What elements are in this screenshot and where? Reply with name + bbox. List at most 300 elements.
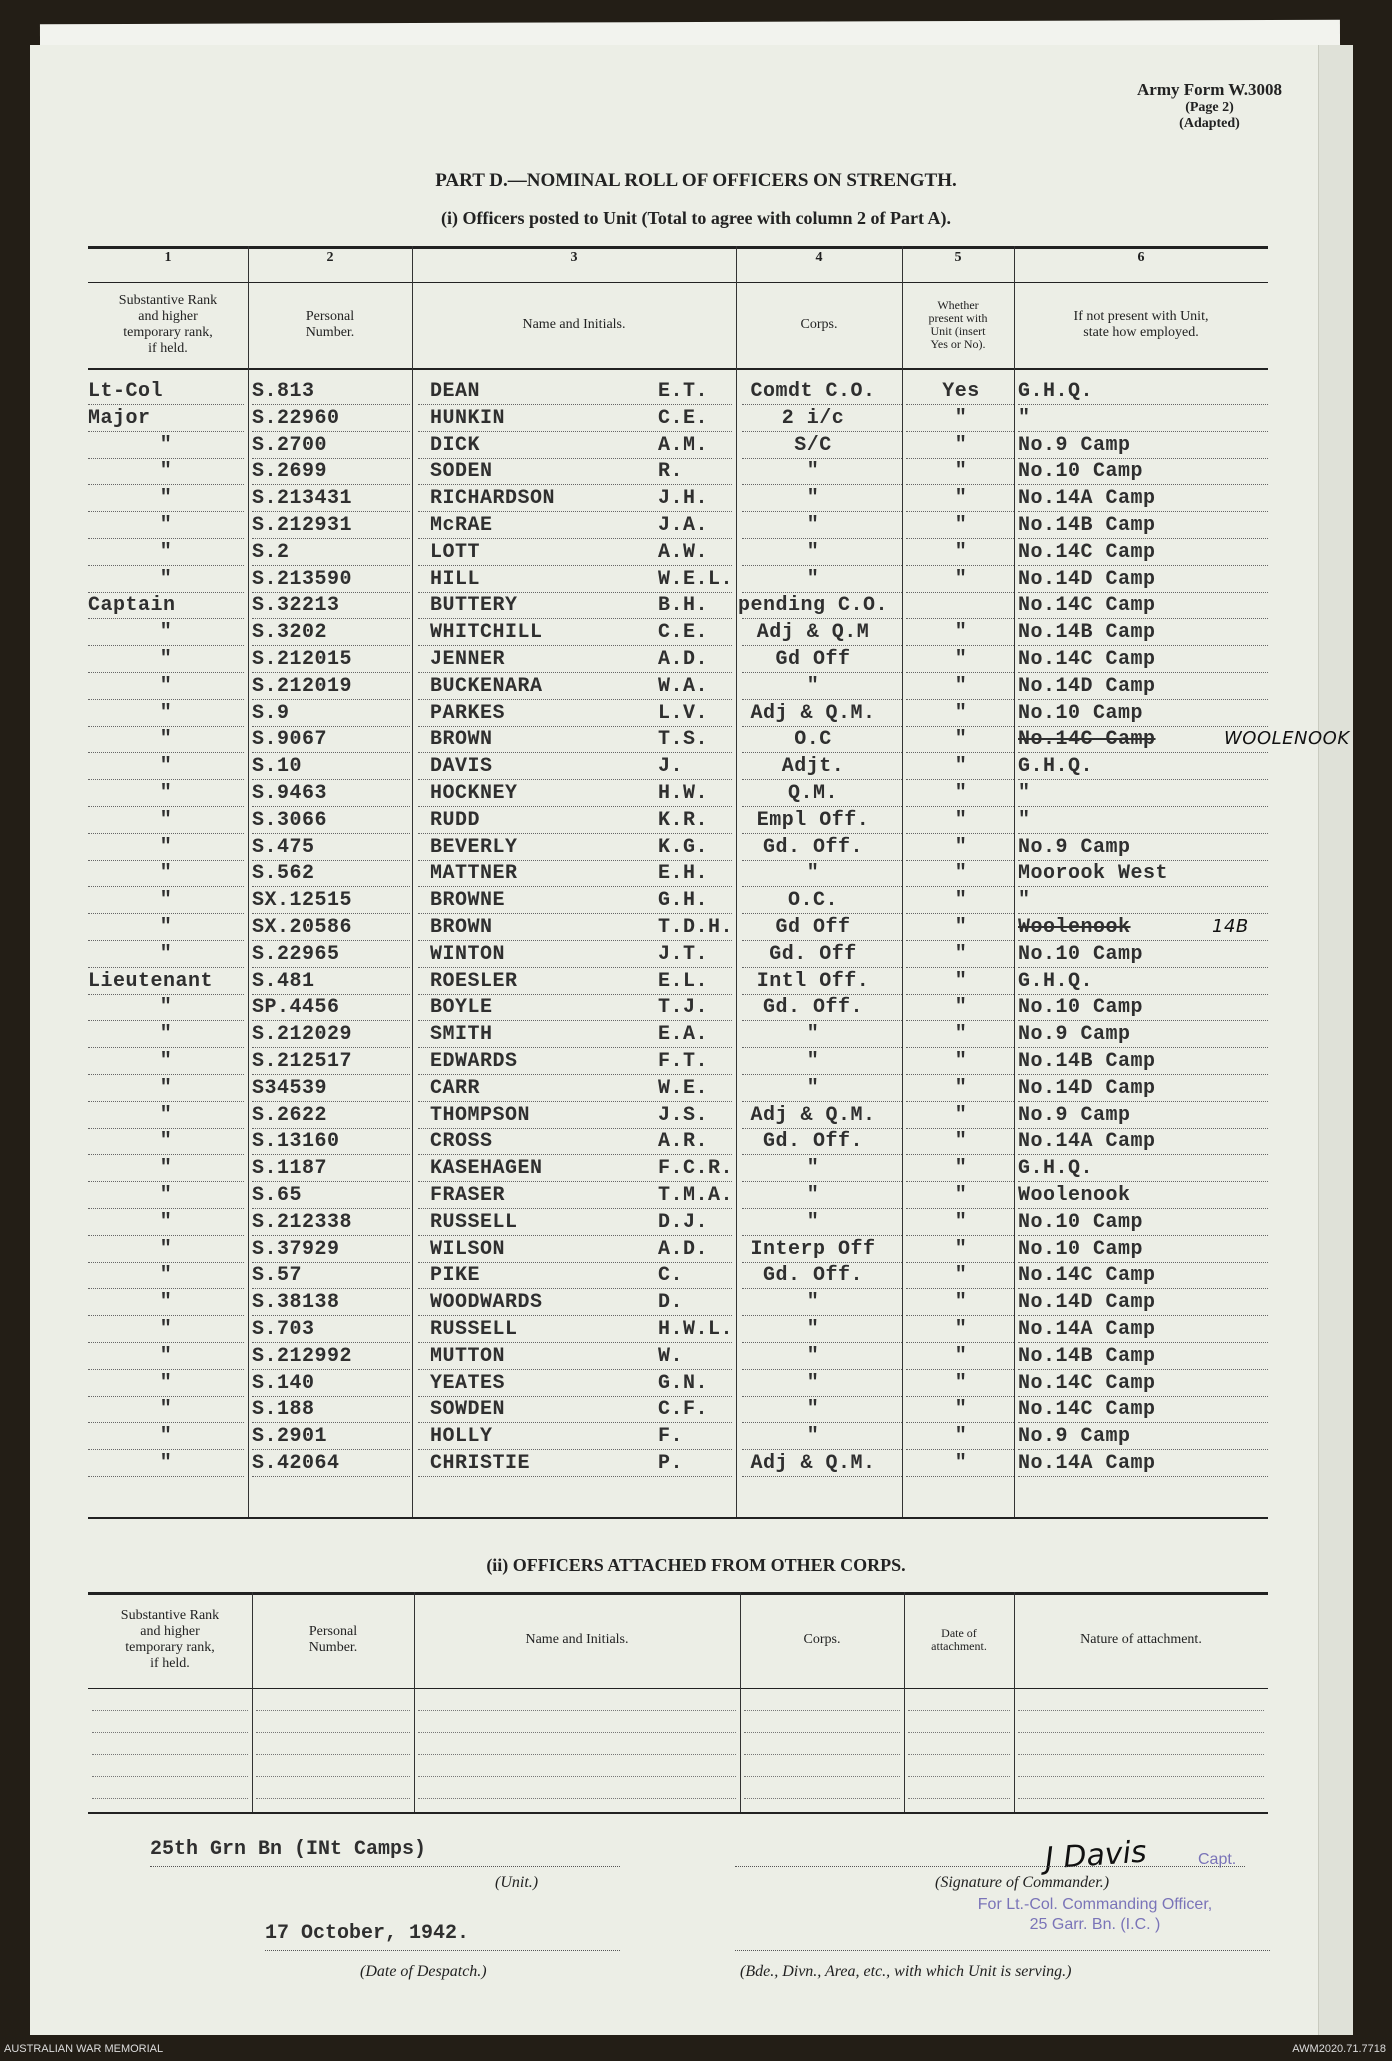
initials-cell: C.E. xyxy=(658,406,709,430)
name-cell: CARR xyxy=(430,1076,481,1100)
corps-cell: " xyxy=(806,1344,820,1368)
personal-number-cell: S.10 xyxy=(252,755,303,779)
employment-cell: No.14B Camp xyxy=(1018,1344,1156,1368)
present-cell: " xyxy=(954,969,968,993)
table-row xyxy=(88,782,1268,809)
initials-cell: B.H. xyxy=(658,594,709,618)
corps-cell: " xyxy=(806,487,820,511)
present-cell: " xyxy=(954,1076,968,1100)
name-cell: LOTT xyxy=(430,540,481,564)
section1-heading: (i) Officers posted to Unit (Total to agree with column 2 of Part A). xyxy=(441,208,951,228)
name-cell: PIKE xyxy=(430,1264,481,1288)
name-cell: WILSON xyxy=(430,1237,506,1261)
name-cell: BROWNE xyxy=(430,889,506,913)
present-cell: " xyxy=(954,1371,968,1395)
table-row xyxy=(88,1104,1268,1131)
corps-cell: " xyxy=(806,1398,820,1422)
name-cell: BROWN xyxy=(430,916,493,939)
form-note: (Adapted) xyxy=(1179,116,1240,131)
table-row xyxy=(88,996,1268,1023)
column-number-2: 2 xyxy=(326,250,334,265)
employment-cell: No.14C Camp xyxy=(1018,728,1156,752)
table-row xyxy=(88,862,1268,889)
table-row xyxy=(88,621,1268,648)
empty-dotted-line xyxy=(908,1732,1010,1733)
table-row xyxy=(88,541,1268,568)
employment-cell: G.H.Q. xyxy=(1018,755,1094,779)
present-cell: " xyxy=(954,1318,968,1341)
employment-cell: Moorook West xyxy=(1018,862,1169,886)
present-cell: " xyxy=(954,540,968,564)
rank-cell: " xyxy=(159,782,173,805)
name-cell: RUSSELL xyxy=(430,1210,518,1234)
employment-cell: " xyxy=(1018,808,1031,832)
employment-cell: No.14C Camp xyxy=(1018,1264,1156,1288)
table-row xyxy=(88,1398,1268,1425)
despatch-date-value: 17 October, 1942. xyxy=(265,1922,470,1945)
personal-number-cell: S.212029 xyxy=(252,1023,353,1047)
present-cell: " xyxy=(954,1157,968,1181)
table-row xyxy=(88,1077,1268,1104)
employment-cell: G.H.Q. xyxy=(1018,1157,1094,1181)
personal-number-cell: S.475 xyxy=(252,835,315,859)
empty-dotted-line xyxy=(92,1732,248,1733)
present-cell: " xyxy=(954,782,968,805)
personal-number-cell: S.2901 xyxy=(252,1425,328,1449)
empty-dotted-line xyxy=(1018,1754,1264,1755)
initials-cell: D.J. xyxy=(658,1210,709,1234)
rank-cell: " xyxy=(159,916,173,939)
present-cell: " xyxy=(954,916,968,939)
initials-cell: F.C.R. xyxy=(658,1157,734,1181)
initials-cell: J.H. xyxy=(658,487,709,511)
employment-cell: No.14A Camp xyxy=(1018,487,1156,511)
employment-cell: No.14C Camp xyxy=(1018,540,1156,564)
personal-number-cell: SP.4456 xyxy=(252,996,340,1020)
initials-cell: T.J. xyxy=(658,996,709,1020)
empty-dotted-line xyxy=(256,1754,410,1755)
initials-cell: A.D. xyxy=(658,648,709,671)
present-cell: " xyxy=(954,889,968,913)
table-row xyxy=(88,568,1268,595)
column-number-3: 3 xyxy=(570,250,578,265)
empty-dotted-line xyxy=(908,1710,1010,1711)
employment-cell: No.9 Camp xyxy=(1018,433,1131,457)
corps-cell: Adj & Q.M. xyxy=(750,1103,876,1127)
corps-cell: " xyxy=(806,540,820,564)
initials-cell: F. xyxy=(658,1425,684,1449)
name-cell: HOLLY xyxy=(430,1425,493,1449)
empty-dotted-line xyxy=(744,1798,900,1799)
empty-dotted-line xyxy=(418,1732,736,1733)
initials-cell: T.M.A. xyxy=(658,1184,734,1207)
corps-cell: " xyxy=(806,1184,820,1207)
initials-cell: J. xyxy=(658,755,684,779)
column-number-6: 6 xyxy=(1137,250,1145,265)
table-row xyxy=(88,1023,1268,1050)
rank-cell: " xyxy=(159,674,173,698)
employment-cell: No.14B Camp xyxy=(1018,1050,1156,1073)
personal-number-cell: S.57 xyxy=(252,1264,303,1288)
personal-number-cell: S.188 xyxy=(252,1398,315,1422)
employment-cell: " xyxy=(1018,406,1031,430)
present-cell: " xyxy=(954,1398,968,1422)
employment-cell: G.H.Q. xyxy=(1018,380,1094,403)
name-cell: JENNER xyxy=(430,648,506,671)
header-rank: Substantive Rank and higher temporary rank, if held. xyxy=(118,293,218,356)
rank-cell: " xyxy=(159,1076,173,1100)
empty-dotted-line xyxy=(418,1798,736,1799)
corps-cell: " xyxy=(806,1023,820,1047)
table-row xyxy=(88,594,1268,621)
name-cell: EDWARDS xyxy=(430,1050,518,1073)
form-title: Army Form W.3008 xyxy=(1137,80,1282,99)
initials-cell: C.F. xyxy=(658,1398,709,1422)
stamp-rank: Capt. xyxy=(1198,1851,1237,1868)
present-cell: " xyxy=(954,648,968,671)
empty-dotted-line xyxy=(256,1732,410,1733)
initials-cell: A.W. xyxy=(658,540,709,564)
corps-cell: Gd. Off. xyxy=(762,1130,863,1154)
table-row xyxy=(88,1372,1268,1399)
personal-number-cell: S.2699 xyxy=(252,460,328,484)
rank-cell: " xyxy=(159,1184,173,1207)
empty-dotted-line xyxy=(92,1776,248,1777)
present-cell: " xyxy=(954,567,968,591)
employment-cell: No.14A Camp xyxy=(1018,1452,1156,1475)
corps-cell: " xyxy=(806,1157,820,1181)
column-number-5: 5 xyxy=(954,250,962,265)
rank-cell: " xyxy=(159,621,173,645)
employment-cell: No.9 Camp xyxy=(1018,1023,1131,1047)
employment-cell: " xyxy=(1018,782,1031,805)
rank-cell: " xyxy=(159,1452,173,1475)
personal-number-cell: S.2700 xyxy=(252,433,328,457)
initials-cell: K.R. xyxy=(658,808,709,832)
area-label: (Bde., Divn., Area, etc., with which Unit is serving.) xyxy=(740,1963,1072,1980)
name-cell: BUCKENARA xyxy=(430,674,543,698)
corps-cell: Adj & Q.M. xyxy=(750,701,876,725)
table-row xyxy=(88,1184,1268,1211)
empty-dotted-line xyxy=(908,1798,1010,1799)
rank-cell: " xyxy=(159,460,173,484)
name-cell: WINTON xyxy=(430,942,506,966)
empty-dotted-line xyxy=(418,1754,736,1755)
name-cell: HUNKIN xyxy=(430,406,506,430)
corps-cell: Gd. Off. xyxy=(762,835,863,859)
personal-number-cell: S.813 xyxy=(252,380,315,403)
name-cell: WHITCHILL xyxy=(430,621,543,645)
form-page-number: (Page 2) xyxy=(1185,100,1234,115)
credit-left: AUSTRALIAN WAR MEMORIAL xyxy=(4,2043,164,2055)
present-cell: " xyxy=(954,1291,968,1315)
present-cell: " xyxy=(954,433,968,457)
table-row xyxy=(88,889,1268,916)
column-number-4: 4 xyxy=(815,250,823,265)
name-cell: SODEN xyxy=(430,460,493,484)
employment-cell: No.9 Camp xyxy=(1018,1103,1131,1127)
table-row xyxy=(88,1238,1268,1265)
personal-number-cell: S.212931 xyxy=(252,514,353,537)
initials-cell: T.S. xyxy=(658,728,709,752)
personal-number-cell: S.140 xyxy=(252,1371,315,1395)
present-cell: " xyxy=(954,460,968,484)
rank-cell: " xyxy=(159,1425,173,1449)
initials-cell: C.E. xyxy=(658,621,709,645)
corps-cell: " xyxy=(806,1076,820,1100)
name-cell: PARKES xyxy=(430,701,506,725)
unit-stamp xyxy=(945,1895,1245,1935)
corps-cell: Q.M. xyxy=(787,782,838,805)
empty-dotted-line xyxy=(744,1710,900,1711)
table-row xyxy=(88,1345,1268,1372)
initials-cell: C. xyxy=(658,1264,684,1288)
rank-cell: " xyxy=(159,514,173,537)
empty-dotted-line xyxy=(744,1754,900,1755)
corps-cell: " xyxy=(806,514,820,537)
corps-cell: " xyxy=(806,1210,820,1234)
employment-cell: No.9 Camp xyxy=(1018,835,1131,859)
corps-cell: " xyxy=(806,1050,820,1073)
attached-header-rank: Substantive Rank and higher temporary rank, if held. xyxy=(120,1608,220,1671)
personal-number-cell: S.703 xyxy=(252,1318,315,1341)
present-cell: " xyxy=(954,1184,968,1207)
table-row xyxy=(88,380,1268,407)
name-cell: FRASER xyxy=(430,1184,506,1207)
name-cell: RUDD xyxy=(430,808,481,832)
rank-cell: Lieutenant xyxy=(88,969,214,993)
name-cell: HOCKNEY xyxy=(430,782,518,805)
present-cell: " xyxy=(954,996,968,1020)
personal-number-cell: S.212019 xyxy=(252,674,353,698)
employment-cell: No.10 Camp xyxy=(1018,942,1144,966)
employment-cell: No.14A Camp xyxy=(1018,1130,1156,1154)
corps-cell: " xyxy=(806,674,820,698)
personal-number-cell: S.22965 xyxy=(252,942,340,966)
attached-header-nature: Nature of attachment. xyxy=(1080,1632,1202,1647)
present-cell: " xyxy=(954,862,968,886)
rank-cell: Major xyxy=(88,406,151,430)
rank-cell: " xyxy=(159,942,173,966)
name-cell: RICHARDSON xyxy=(430,487,556,511)
employment-cell: Woolenook xyxy=(1018,916,1131,939)
present-cell: Yes xyxy=(942,380,980,403)
initials-cell: T.D.H. xyxy=(658,916,734,939)
name-cell: BEVERLY xyxy=(430,835,518,859)
personal-number-cell: S.38138 xyxy=(252,1291,340,1315)
personal-number-cell: SX.20586 xyxy=(252,916,353,939)
initials-cell: W.A. xyxy=(658,674,709,698)
personal-number-cell: S.42064 xyxy=(252,1452,340,1475)
personal-number-cell: S.1187 xyxy=(252,1157,328,1181)
rank-cell: " xyxy=(159,755,173,779)
table-row xyxy=(88,702,1268,729)
table-row xyxy=(88,916,1268,943)
present-cell: " xyxy=(954,755,968,779)
rank-cell: " xyxy=(159,1398,173,1422)
rank-cell: " xyxy=(159,1023,173,1047)
initials-cell: R. xyxy=(658,460,684,484)
employment-cell: No.14B Camp xyxy=(1018,621,1156,645)
employment-cell: No.10 Camp xyxy=(1018,996,1144,1020)
personal-number-cell: S.212015 xyxy=(252,648,353,671)
table-row xyxy=(88,1264,1268,1291)
header-employment: If not present with Unit, state how employed. xyxy=(1073,309,1209,340)
personal-number-cell: S.32213 xyxy=(252,594,340,618)
name-cell: CHRISTIE xyxy=(430,1452,531,1475)
corps-cell: " xyxy=(806,1425,820,1449)
rank-cell: " xyxy=(159,1291,173,1315)
employment-cell: No.14D Camp xyxy=(1018,674,1156,698)
attached-header-date: Date of attachment. xyxy=(931,1626,987,1653)
name-cell: WOODWARDS xyxy=(430,1291,543,1315)
personal-number-cell: S.37929 xyxy=(252,1237,340,1261)
area-line xyxy=(735,1950,1270,1951)
personal-number-cell: S.2 xyxy=(252,540,290,564)
present-cell: " xyxy=(954,1452,968,1475)
name-cell: MATTNER xyxy=(430,862,518,886)
corps-cell: O.C. xyxy=(787,889,838,913)
table-row xyxy=(88,460,1268,487)
personal-number-cell: S.9067 xyxy=(252,728,328,752)
despatch-date-label: (Date of Despatch.) xyxy=(360,1963,487,1980)
header-corps: Corps. xyxy=(800,317,838,332)
initials-cell: A.M. xyxy=(658,433,709,457)
corps-cell: Gd Off xyxy=(775,916,851,939)
initials-cell: P. xyxy=(658,1452,684,1475)
present-cell: " xyxy=(954,728,968,752)
table-row xyxy=(88,1318,1268,1345)
rank-cell: " xyxy=(159,889,173,913)
initials-cell: E.A. xyxy=(658,1023,709,1047)
empty-dotted-line xyxy=(744,1776,900,1777)
name-cell: RUSSELL xyxy=(430,1318,518,1341)
rank-cell: " xyxy=(159,1103,173,1127)
signature-line xyxy=(735,1866,1245,1867)
initials-cell: E.H. xyxy=(658,862,709,886)
rank-cell: " xyxy=(159,996,173,1020)
present-cell: " xyxy=(954,487,968,511)
corps-cell: " xyxy=(806,567,820,591)
personal-number-cell: S.65 xyxy=(252,1184,303,1207)
initials-cell: J.T. xyxy=(658,942,709,966)
paper-edge xyxy=(1318,45,1353,2035)
initials-cell: K.G. xyxy=(658,835,709,859)
employment-cell: No.10 Camp xyxy=(1018,701,1144,725)
stamp-line-2: 25 Garr. Bn. (I.C. ) xyxy=(1029,1916,1161,1933)
personal-number-cell: S.9463 xyxy=(252,782,328,805)
rank-cell: " xyxy=(159,1050,173,1073)
empty-dotted-line xyxy=(418,1776,736,1777)
name-cell: DICK xyxy=(430,433,481,457)
present-cell: " xyxy=(954,1237,968,1261)
empty-dotted-line xyxy=(418,1710,736,1711)
employment-cell: No.14C Camp xyxy=(1018,1398,1156,1422)
name-cell: SMITH xyxy=(430,1023,493,1047)
name-cell: MUTTON xyxy=(430,1344,506,1368)
date-line xyxy=(265,1950,620,1951)
initials-cell: W. xyxy=(658,1344,684,1368)
corps-cell: " xyxy=(806,1371,820,1395)
rank-cell: " xyxy=(159,567,173,591)
column-number-1: 1 xyxy=(164,250,172,265)
rank-cell: " xyxy=(159,433,173,457)
name-cell: DEAN xyxy=(430,380,481,403)
rank-cell: " xyxy=(159,1130,173,1154)
name-cell: CROSS xyxy=(430,1130,493,1154)
handwritten-employment-note: WOOLENOOK xyxy=(1224,728,1350,750)
table-row xyxy=(88,836,1268,863)
personal-number-cell: S.3202 xyxy=(252,621,328,645)
corps-cell: Gd. Off. xyxy=(762,996,863,1020)
personal-number-cell: S34539 xyxy=(252,1076,328,1100)
table-row xyxy=(88,943,1268,970)
personal-number-cell: SX.12515 xyxy=(252,889,353,913)
present-cell: " xyxy=(954,1344,968,1368)
name-cell: BUTTERY xyxy=(430,594,518,618)
corps-cell: " xyxy=(806,1291,820,1315)
personal-number-cell: S.13160 xyxy=(252,1130,340,1154)
initials-cell: F.T. xyxy=(658,1050,709,1073)
corps-cell: Empl Off. xyxy=(756,808,870,832)
name-cell: HILL xyxy=(430,567,481,591)
rank-cell: " xyxy=(159,1237,173,1261)
corps-cell: Comdt C.O. xyxy=(750,380,876,403)
personal-number-cell: S.212992 xyxy=(252,1344,353,1368)
attached-header-personal-number: Personal Number. xyxy=(308,1624,358,1655)
table-row xyxy=(88,1452,1268,1479)
rank-cell: " xyxy=(159,1210,173,1234)
section2-heading: (ii) OFFICERS ATTACHED FROM OTHER CORPS. xyxy=(486,1555,906,1575)
name-cell: ROESLER xyxy=(430,969,518,993)
commander-signature: J Davis xyxy=(1043,1834,1148,1877)
unit-label: (Unit.) xyxy=(495,1874,539,1891)
present-cell: " xyxy=(954,1210,968,1234)
table-row xyxy=(88,1425,1268,1452)
table-row xyxy=(88,434,1268,461)
personal-number-cell: S.481 xyxy=(252,969,315,993)
table-row xyxy=(88,514,1268,541)
employment-cell: No.14D Camp xyxy=(1018,1291,1156,1315)
empty-dotted-line xyxy=(92,1798,248,1799)
table-row xyxy=(88,1130,1268,1157)
employment-cell: No.14B Camp xyxy=(1018,514,1156,537)
table-row xyxy=(88,407,1268,434)
present-cell: " xyxy=(954,942,968,966)
initials-cell: G.H. xyxy=(658,889,709,913)
corps-cell: Intl Off. xyxy=(756,969,870,993)
stamp-line-1: For Lt.-Col. Commanding Officer, xyxy=(977,1896,1213,1913)
empty-dotted-line xyxy=(1018,1732,1264,1733)
form-identifier xyxy=(1137,80,1282,132)
empty-dotted-line xyxy=(92,1754,248,1755)
present-cell: " xyxy=(954,808,968,832)
initials-cell: E.L. xyxy=(658,969,709,993)
corps-cell: " xyxy=(806,1318,820,1341)
employment-cell: No.14C Camp xyxy=(1018,648,1156,671)
header-personal-number: Personal Number. xyxy=(305,309,355,340)
personal-number-cell: S.212517 xyxy=(252,1050,353,1073)
employment-cell: No.14A Camp xyxy=(1018,1318,1156,1341)
employment-cell: " xyxy=(1018,889,1031,913)
empty-dotted-line xyxy=(908,1776,1010,1777)
header-present: Whether present with Unit (insert Yes or No). xyxy=(928,298,988,351)
rank-cell: " xyxy=(159,487,173,511)
personal-number-cell: S.9 xyxy=(252,701,290,725)
corps-cell: Interp Off xyxy=(750,1237,876,1261)
personal-number-cell: S.213431 xyxy=(252,487,353,511)
corps-cell: S/C xyxy=(794,433,832,457)
